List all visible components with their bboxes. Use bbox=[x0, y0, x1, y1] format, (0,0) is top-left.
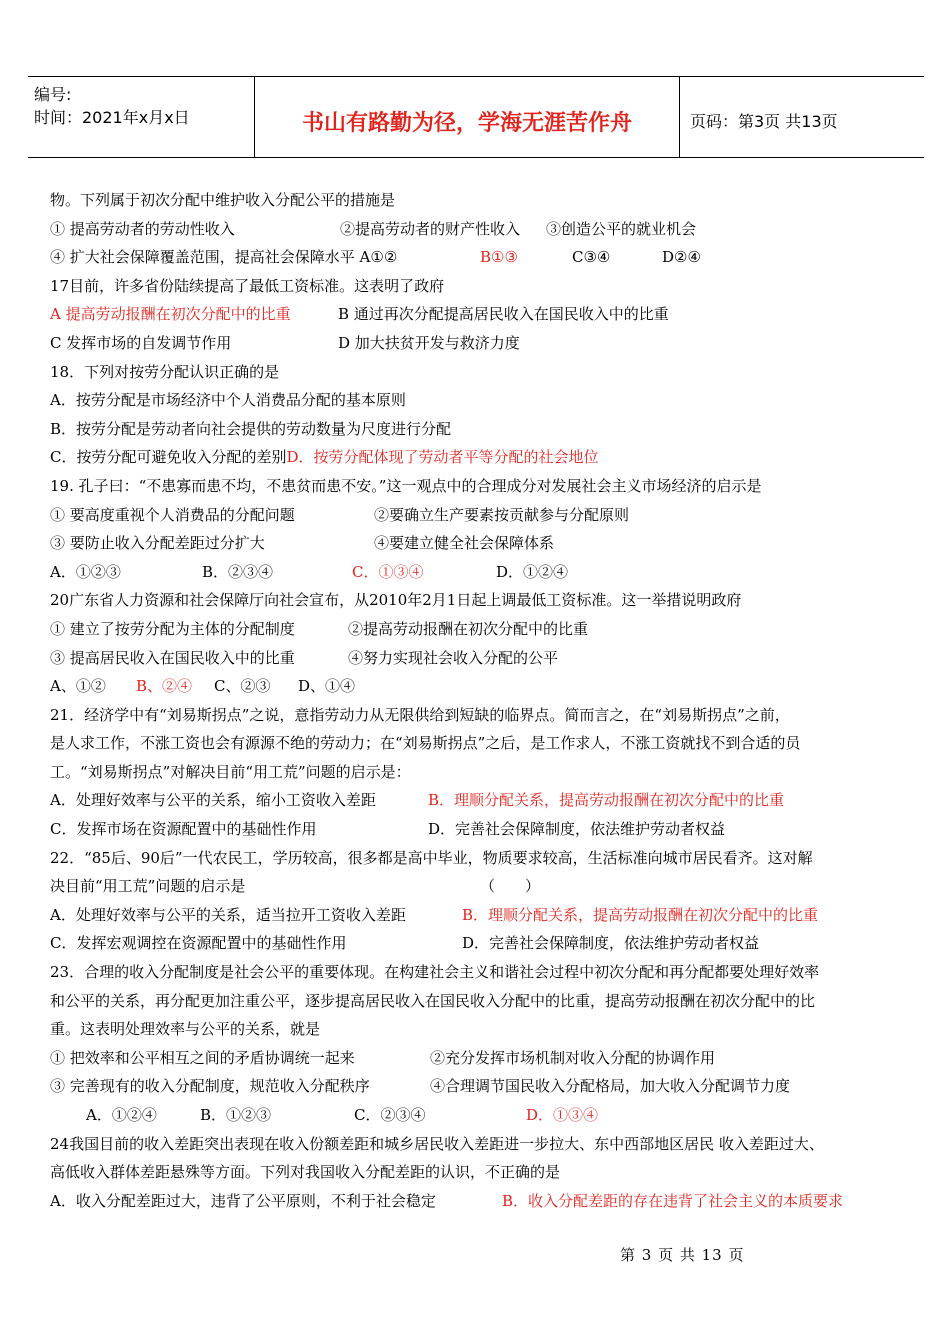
line-text: 19. 孔子曰：“不患寡而患不均，不患贫而患不安。”这一观点中的合理成分对发展社会主义市场经济的启示是 bbox=[50, 476, 762, 495]
text-line bbox=[50, 501, 910, 530]
header-meta bbox=[28, 77, 254, 157]
line-text: A．①②③ bbox=[50, 562, 121, 581]
line-text: 20广东省人力资源和社会保障厅向社会宣布，从2010年2月1日起上调最低工资标准。这一举措说明政府 bbox=[50, 591, 742, 610]
line-text: D、①④ bbox=[298, 677, 356, 696]
line-text: D．完善社会保障制度，依法维护劳动者权益 bbox=[462, 934, 760, 953]
line-text: B．②③④ bbox=[202, 562, 274, 581]
line-text: 22．“85后、90后”一代农民工，学历较高，很多都是高中毕业，物质要求较高，生活标准向城市居民看齐。这对解 bbox=[50, 848, 813, 867]
answer-text: B．收入分配差距的存在违背了社会主义的本质要求 bbox=[502, 1191, 844, 1210]
text-line bbox=[50, 1158, 910, 1187]
text-line bbox=[50, 529, 910, 558]
line-text: ① 提高劳动者的劳动性收入 bbox=[50, 219, 235, 238]
text-line bbox=[50, 1072, 910, 1101]
text-line bbox=[50, 415, 910, 444]
text-line bbox=[50, 215, 910, 244]
text-line bbox=[50, 1044, 910, 1073]
line-text: C③④ bbox=[572, 248, 611, 267]
line-text: C 发挥市场的自发调节作用 bbox=[50, 333, 232, 352]
line-text: ① 建立了按劳分配为主体的分配制度 bbox=[50, 619, 295, 638]
line-text: A．收入分配差距过大，违背了公平原则，不利于社会稳定 bbox=[50, 1191, 436, 1210]
line-text: C、②③ bbox=[214, 677, 271, 696]
line-text: 物。下列属于初次分配中维护收入分配公平的措施是 bbox=[50, 191, 396, 209]
text-line bbox=[50, 472, 910, 501]
line-text: 17目前，许多省份陆续提高了最低工资标准。这表明了政府 bbox=[50, 276, 445, 295]
line-text: D．①②④ bbox=[496, 562, 569, 581]
text-line bbox=[50, 758, 910, 787]
line-text: ②充分发挥市场机制对收入分配的协调作用 bbox=[430, 1048, 716, 1067]
text-line bbox=[50, 243, 910, 272]
document-number: 编号: bbox=[34, 85, 72, 104]
line-text: ②提高劳动者的财产性收入 bbox=[340, 219, 521, 238]
line-text: B 通过再次分配提高居民收入在国民收入中的比重 bbox=[338, 305, 669, 324]
line-text: C．②③④ bbox=[354, 1106, 426, 1124]
text-line bbox=[50, 701, 910, 730]
text-line bbox=[50, 644, 910, 673]
text-line bbox=[50, 1101, 910, 1130]
answer-text: B、②④ bbox=[136, 677, 193, 696]
text-line bbox=[50, 672, 910, 701]
page-footer: 第 3 页 共 13 页 bbox=[620, 1246, 745, 1264]
line-text: 高低收入群体差距悬殊等方面。下列对我国收入分配差距的认识，不正确的是 bbox=[50, 1163, 561, 1182]
line-text: B．按劳分配是劳动者向社会提供的劳动数量为尺度进行分配 bbox=[50, 419, 452, 438]
line-text: C．发挥市场在资源配置中的基础性作用 bbox=[50, 820, 317, 839]
line-text: ③ 完善现有的收入分配制度，规范收入分配秩序 bbox=[50, 1077, 370, 1096]
answer-text: D．①③④ bbox=[526, 1106, 599, 1124]
text-line bbox=[50, 558, 910, 587]
text-line bbox=[50, 586, 910, 615]
line-text: A．处理好效率与公平的关系，适当拉开工资收入差距 bbox=[50, 905, 406, 924]
line-text: A．按劳分配是市场经济中个人消费品分配的基本原则 bbox=[50, 391, 406, 410]
answer-text: B①③ bbox=[480, 248, 518, 267]
answer-text: B．理顺分配关系，提高劳动报酬在初次分配中的比重 bbox=[462, 905, 819, 924]
line-text: ① 要高度重视个人消费品的分配问题 bbox=[50, 505, 295, 524]
text-line bbox=[50, 615, 910, 644]
line-text: ③ 提高居民收入在国民收入中的比重 bbox=[50, 648, 295, 667]
document-body bbox=[50, 186, 910, 1215]
line-text: B．①②③ bbox=[200, 1106, 272, 1124]
text-line bbox=[50, 329, 910, 358]
text-line bbox=[50, 844, 910, 873]
line-text: 18．下列对按劳分配认识正确的是 bbox=[50, 362, 280, 381]
text-line bbox=[50, 872, 910, 901]
answer-text: B．理顺分配关系，提高劳动报酬在初次分配中的比重 bbox=[428, 791, 785, 810]
line-text: 21．经济学中有“刘易斯拐点”之说，意指劳动力从无限供给到短缺的临界点。简而言之，在“刘易斯拐点”之前， bbox=[50, 705, 790, 724]
text-line bbox=[50, 729, 910, 758]
line-text: ②要确立生产要素按贡献参与分配原则 bbox=[374, 505, 630, 524]
header-motto: 书山有路勤为径，学海无涯苦作舟 bbox=[254, 77, 680, 157]
line-text: 工。“刘易斯拐点”对解决目前“用工荒”问题的启示是： bbox=[50, 762, 411, 781]
text-line bbox=[50, 786, 910, 815]
line-text: 是人求工作，不涨工资也会有源源不绝的劳动力；在“刘易斯拐点”之后，是工作求人，不涨工资就找不到合适的员 bbox=[50, 734, 801, 753]
text-line bbox=[50, 958, 910, 987]
text-line bbox=[50, 443, 910, 472]
line-text: ④合理调节国民收入分配格局，加大收入分配调节力度 bbox=[430, 1077, 791, 1096]
text-line bbox=[50, 300, 910, 329]
text-line bbox=[50, 929, 910, 958]
line-text: 23．合理的收入分配制度是社会公平的重要体现。在构建社会主义和谐社会过程中初次分配和再分配都要处理好效率 bbox=[50, 963, 820, 982]
answer-text: A 提高劳动报酬在初次分配中的比重 bbox=[50, 305, 291, 324]
text-line bbox=[50, 987, 910, 1016]
line-text: D②④ bbox=[662, 248, 701, 267]
header-page-code: 页码：第3页 共13页 bbox=[690, 111, 838, 131]
line-text: D 加大扶贫开发与救济力度 bbox=[338, 333, 520, 352]
answer-text: D．按劳分配体现了劳动者平等分配的社会地位 bbox=[286, 448, 599, 467]
line-text: C．按劳分配可避免收入分配的差别 bbox=[50, 448, 287, 467]
page-header bbox=[28, 76, 924, 158]
line-text: 24我国目前的收入差距突出表现在收入份额差距和城乡居民收入差距进一步拉大、东中西部地区居民 收入差距过大、 bbox=[50, 1134, 824, 1153]
text-line bbox=[50, 1187, 910, 1216]
answer-text: C．①③④ bbox=[352, 562, 424, 581]
line-text: ③创造公平的就业机会 bbox=[546, 219, 697, 238]
document-time: 时间：2021年x月x日 bbox=[34, 108, 190, 127]
text-line bbox=[50, 358, 910, 387]
line-text: 和公平的关系，再分配更加注重公平，逐步提高居民收入在国民收入分配中的比重，提高劳动报酬在初次分配中的比 bbox=[50, 991, 816, 1010]
text-line bbox=[50, 272, 910, 301]
line-text: A．①②④ bbox=[86, 1106, 157, 1124]
text-line bbox=[50, 186, 910, 215]
line-text: ④努力实现社会收入分配的公平 bbox=[348, 648, 559, 667]
line-text: ②提高劳动报酬在初次分配中的比重 bbox=[348, 619, 589, 638]
line-text: C．发挥宏观调控在资源配置中的基础性作用 bbox=[50, 934, 347, 953]
text-line bbox=[50, 1015, 910, 1044]
line-text: 重。这表明处理效率与公平的关系，就是 bbox=[50, 1020, 321, 1039]
line-text: （ ） bbox=[480, 877, 541, 896]
line-text: ④ 扩大社会保障覆盖范围，提高社会保障水平 A①② bbox=[50, 248, 398, 267]
line-text: 决目前“用工荒”问题的启示是 bbox=[50, 877, 246, 896]
text-line bbox=[50, 386, 910, 415]
line-text: A、①② bbox=[50, 677, 106, 696]
line-text: ④要建立健全社会保障体系 bbox=[374, 534, 555, 553]
text-line bbox=[50, 901, 910, 930]
line-text: ③ 要防止收入分配差距过分扩大 bbox=[50, 534, 265, 553]
text-line bbox=[50, 815, 910, 844]
line-text: D．完善社会保障制度，依法维护劳动者权益 bbox=[428, 820, 726, 839]
line-text: ① 把效率和公平相互之间的矛盾协调统一起来 bbox=[50, 1048, 355, 1067]
text-line bbox=[50, 1130, 910, 1159]
line-text: A．处理好效率与公平的关系，缩小工资收入差距 bbox=[50, 791, 376, 810]
